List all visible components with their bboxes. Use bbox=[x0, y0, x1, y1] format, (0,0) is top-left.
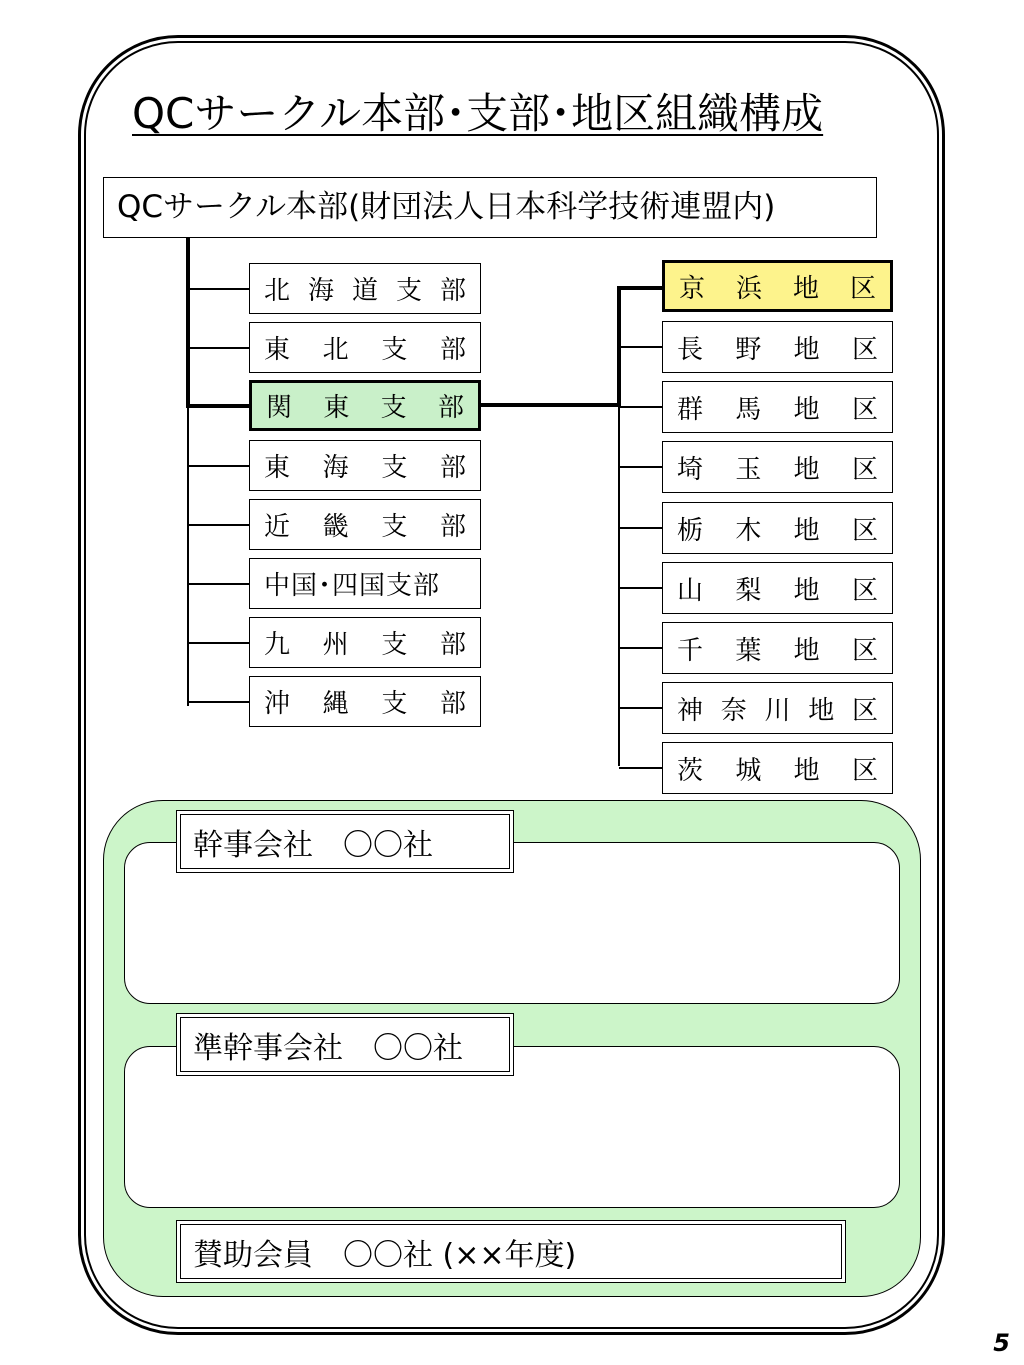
headquarters-box: QCサークル本部(財団法人日本科学技術連盟内) bbox=[103, 177, 877, 238]
box-character: 区 bbox=[851, 635, 878, 666]
box-character: 川 bbox=[764, 695, 791, 726]
district-box bbox=[662, 441, 893, 493]
district-box bbox=[662, 742, 893, 794]
district-box bbox=[662, 321, 893, 373]
branch-box bbox=[249, 499, 481, 550]
branch-connector-line bbox=[188, 701, 249, 703]
box-character: 支 bbox=[381, 689, 408, 719]
branch-box bbox=[249, 558, 481, 609]
box-character: 地 bbox=[793, 635, 820, 666]
box-character: 支 bbox=[381, 453, 408, 483]
box-character: 畿 bbox=[322, 512, 349, 542]
box-character: 地 bbox=[793, 515, 820, 546]
supporting-members-label: 賛助会員 〇〇社 (××年度) bbox=[176, 1220, 846, 1283]
box-character: 山 bbox=[677, 575, 704, 606]
box-text: 中国･四国支部 bbox=[264, 571, 441, 601]
box-character: 支 bbox=[381, 630, 408, 660]
box-character: 支 bbox=[395, 276, 422, 306]
box-character: 東 bbox=[323, 393, 350, 423]
box-character: 区 bbox=[851, 454, 878, 485]
page-number: 5 bbox=[993, 1329, 1010, 1357]
box-character: 関 bbox=[266, 393, 293, 423]
box-character: 沖 bbox=[264, 689, 291, 719]
box-character: 区 bbox=[851, 575, 878, 606]
box-character: 奈 bbox=[720, 695, 747, 726]
branch-box bbox=[249, 617, 481, 668]
kanto-to-districts-line bbox=[481, 403, 620, 407]
box-character: 海 bbox=[322, 453, 349, 483]
branch-box bbox=[249, 380, 481, 431]
branch-connector-line bbox=[188, 288, 249, 290]
district-trunk-line bbox=[618, 404, 620, 766]
page-title: QCサークル本部･支部･地区組織構成 bbox=[132, 89, 824, 138]
box-character: 州 bbox=[322, 630, 349, 660]
box-character: 千 bbox=[677, 635, 704, 666]
box-character: 地 bbox=[793, 454, 820, 485]
box-character: 部 bbox=[437, 393, 464, 423]
box-character: 部 bbox=[439, 276, 466, 306]
box-character: 区 bbox=[849, 273, 876, 304]
branch-trunk-line bbox=[187, 406, 189, 706]
box-character: 部 bbox=[439, 512, 466, 542]
district-box bbox=[662, 502, 893, 554]
box-character: 葉 bbox=[735, 635, 762, 666]
box-character: 支 bbox=[381, 335, 408, 365]
box-character: 野 bbox=[735, 334, 762, 365]
lead-company-label: 幹事会社 〇〇社 bbox=[176, 810, 514, 873]
box-character: 地 bbox=[808, 695, 835, 726]
box-character: 縄 bbox=[322, 689, 349, 719]
box-character: 区 bbox=[851, 394, 878, 425]
district-connector-line bbox=[619, 587, 662, 589]
box-character: 神 bbox=[677, 695, 704, 726]
branch-connector-line bbox=[188, 347, 249, 349]
district-connector-line bbox=[619, 707, 662, 709]
branch-box bbox=[249, 263, 481, 314]
district-connector-line bbox=[619, 406, 662, 408]
district-connector-line bbox=[619, 527, 662, 529]
box-character: 部 bbox=[439, 630, 466, 660]
box-character: 北 bbox=[322, 335, 349, 365]
box-character: 支 bbox=[381, 512, 408, 542]
box-character: 木 bbox=[735, 515, 762, 546]
box-character: 浜 bbox=[735, 273, 762, 304]
box-character: 京 bbox=[679, 273, 706, 304]
box-character: 埼 bbox=[677, 454, 704, 485]
district-connector-line bbox=[619, 346, 662, 348]
box-character: 群 bbox=[677, 394, 704, 425]
branch-connector-line bbox=[188, 465, 249, 467]
box-character: 道 bbox=[351, 276, 378, 306]
district-connector-line bbox=[619, 647, 662, 649]
box-character: 地 bbox=[793, 394, 820, 425]
branch-connector-line bbox=[188, 583, 249, 585]
box-character: 海 bbox=[307, 276, 334, 306]
box-character: 区 bbox=[851, 695, 878, 726]
box-character: 地 bbox=[793, 575, 820, 606]
district-box bbox=[662, 562, 893, 614]
box-character: 梨 bbox=[735, 575, 762, 606]
box-character: 東 bbox=[264, 453, 291, 483]
box-character: 支 bbox=[380, 393, 407, 423]
district-box bbox=[662, 682, 893, 734]
box-character: 部 bbox=[439, 453, 466, 483]
box-character: 玉 bbox=[735, 454, 762, 485]
box-character: 栃 bbox=[677, 515, 704, 546]
box-character: 区 bbox=[851, 515, 878, 546]
box-character: 地 bbox=[793, 755, 820, 786]
district-connector-line bbox=[619, 767, 662, 769]
branch-connector-line bbox=[188, 524, 249, 526]
box-character: 地 bbox=[792, 273, 819, 304]
district-connector-line bbox=[619, 466, 662, 468]
box-character: 区 bbox=[851, 755, 878, 786]
keihin-connector-line bbox=[618, 286, 662, 290]
branch-box bbox=[249, 440, 481, 491]
branch-connector-line bbox=[188, 642, 249, 644]
box-character: 北 bbox=[264, 276, 291, 306]
district-box bbox=[662, 622, 893, 674]
box-character: 九 bbox=[264, 630, 291, 660]
box-character: 城 bbox=[735, 755, 762, 786]
branch-box bbox=[249, 322, 481, 373]
box-character: 馬 bbox=[735, 394, 762, 425]
box-character: 区 bbox=[851, 334, 878, 365]
branch-box bbox=[249, 676, 481, 727]
box-character: 近 bbox=[264, 512, 291, 542]
associate-company-label: 準幹事会社 〇〇社 bbox=[176, 1013, 514, 1076]
district-box bbox=[662, 260, 893, 312]
box-character: 東 bbox=[264, 335, 291, 365]
box-character: 地 bbox=[793, 334, 820, 365]
kanto-connector-line bbox=[186, 404, 249, 408]
district-box bbox=[662, 381, 893, 433]
box-character: 茨 bbox=[677, 755, 704, 786]
box-character: 部 bbox=[439, 335, 466, 365]
box-character: 部 bbox=[439, 689, 466, 719]
box-character: 長 bbox=[677, 334, 704, 365]
hq-trunk-line bbox=[186, 238, 190, 408]
